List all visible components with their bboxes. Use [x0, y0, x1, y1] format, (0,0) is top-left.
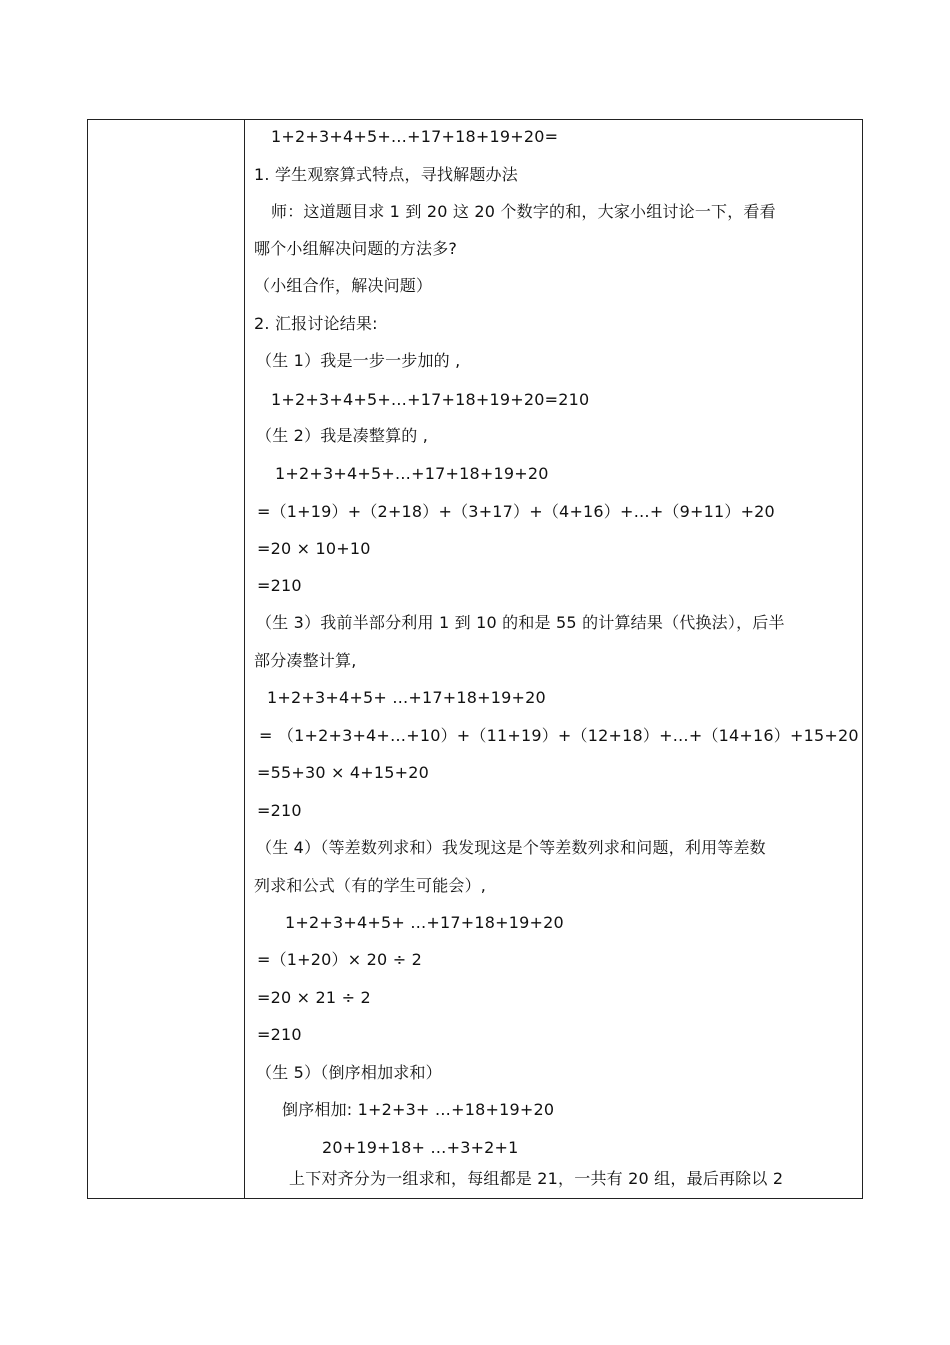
text-line-6: 2. 汇报讨论结果:	[254, 314, 378, 333]
table-left-cell	[88, 120, 245, 1198]
text-line-16: 1+2+3+4+5+ …+17+18+19+20	[267, 688, 546, 707]
text-line-25: =210	[257, 1025, 302, 1044]
text-line-20: （生 4）（等差数列求和）我发现这是个等差数列求和问题，利用等差数	[256, 838, 766, 857]
text-line-29: 上下对齐分为一组求和，每组都是 21，一共有 20 组，最后再除以 2	[289, 1169, 784, 1188]
text-line-3: 师：这道题目求 1 到 20 这 20 个数字的和，大家小组讨论一下，看看	[271, 202, 776, 221]
text-line-7: （生 1）我是一步一步加的 ,	[256, 351, 461, 370]
text-line-9: （生 2）我是凑整算的 ,	[256, 426, 429, 445]
table-right-cell	[245, 120, 862, 1198]
text-line-2: 1. 学生观察算式特点，寻找解题办法	[254, 165, 518, 184]
text-line-10: 1+2+3+4+5+…+17+18+19+20	[275, 464, 549, 483]
text-line-5: （小组合作，解决问题）	[254, 276, 433, 295]
text-line-27: 倒序相加: 1+2+3+ …+18+19+20	[282, 1100, 555, 1119]
text-line-15: 部分凑整计算,	[254, 651, 357, 670]
text-line-21: 列求和公式（有的学生可能会）,	[254, 876, 487, 895]
text-line-28: 20+19+18+ …+3+2+1	[322, 1138, 519, 1157]
text-line-13: =210	[257, 576, 302, 595]
text-line-17: = （1+2+3+4+…+10）+（11+19）+（12+18）+…+（14+16）+15+20	[259, 726, 859, 745]
text-line-14: （生 3）我前半部分利用 1 到 10 的和是 55 的计算结果（代换法），后半	[256, 613, 785, 632]
text-line-1: 1+2+3+4+5+…+17+18+19+20=	[271, 127, 559, 146]
text-line-12: =20 × 10+10	[257, 539, 371, 558]
text-line-23: =（1+20）× 20 ÷ 2	[257, 950, 422, 969]
text-line-11: =（1+19）+（2+18）+（3+17）+（4+16）+…+（9+11）+20	[257, 502, 775, 521]
text-line-22: 1+2+3+4+5+ …+17+18+19+20	[285, 913, 564, 932]
text-line-26: （生 5）（倒序相加求和）	[256, 1063, 442, 1082]
text-line-19: =210	[257, 801, 302, 820]
text-line-4: 哪个小组解决问题的方法多?	[254, 239, 458, 258]
lesson-table	[87, 119, 863, 1199]
text-line-24: =20 × 21 ÷ 2	[257, 988, 371, 1007]
text-line-18: =55+30 × 4+15+20	[257, 763, 430, 782]
text-line-8: 1+2+3+4+5+…+17+18+19+20=210	[271, 390, 590, 409]
